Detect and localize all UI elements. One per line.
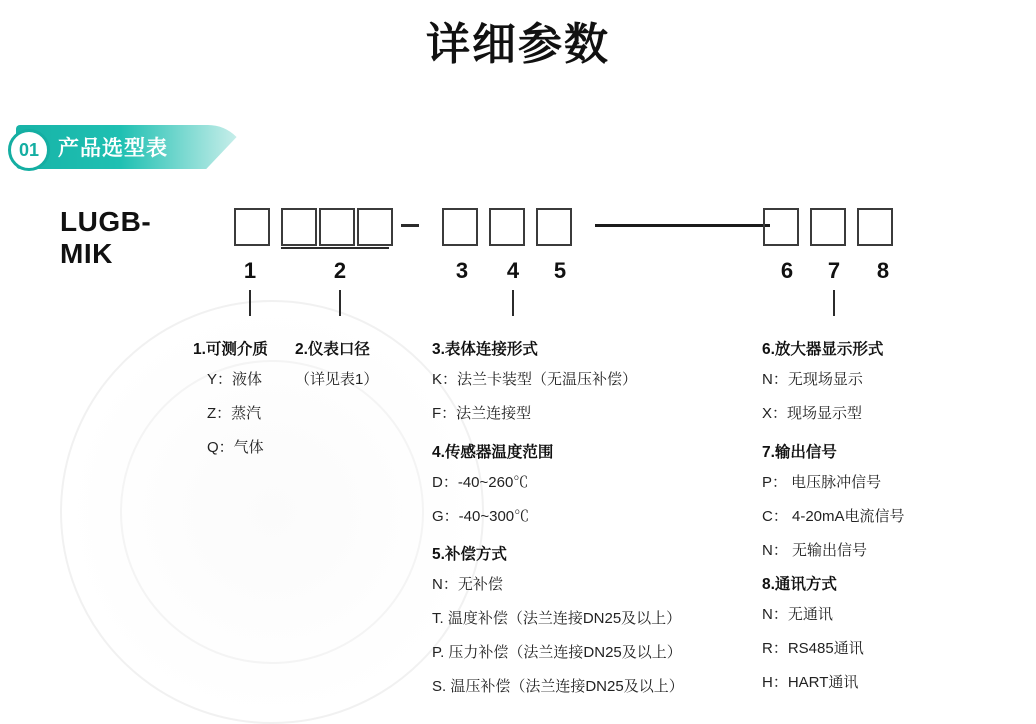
column-connection-item: F：法兰连接型 <box>432 405 532 422</box>
column-medium <box>193 337 268 470</box>
index-7: 7 <box>827 258 841 283</box>
code-box-2a <box>281 208 317 246</box>
code-box-4 <box>489 208 525 246</box>
column-comm-heading: 8.通讯方式 <box>762 576 837 593</box>
code-box-2c <box>357 208 393 246</box>
column-caliber <box>295 337 378 402</box>
column-amplifier <box>762 337 883 436</box>
model-prefix: LUGB-MIK <box>60 206 152 269</box>
code-box-3 <box>442 208 478 246</box>
section-label: 产品选型表 <box>58 137 168 160</box>
column-medium-item: Y：液体 <box>207 371 263 388</box>
code-box-8 <box>857 208 893 246</box>
leader-line-1 <box>249 290 251 316</box>
column-compensation-heading: 5.补偿方式 <box>432 546 507 563</box>
column-temp-range-item: G：-40~300℃ <box>432 508 530 525</box>
column-compensation-item: S. 温压补偿（法兰连接DN25及以上） <box>432 678 684 695</box>
index-4: 4 <box>506 258 520 283</box>
column-temp-range <box>432 440 553 539</box>
column-output-item: C： 4-20mA电流信号 <box>762 508 905 525</box>
page-title: 详细参数 <box>426 20 610 69</box>
code-box-1 <box>234 208 270 246</box>
column-caliber-heading: 2.仪表口径 <box>295 341 370 358</box>
code-box-5 <box>536 208 572 246</box>
column-temp-range-heading: 4.传感器温度范围 <box>432 444 554 461</box>
column-comm-item: N：无通讯 <box>762 606 833 623</box>
column-output <box>762 440 905 573</box>
column-caliber-item: （详见表1） <box>295 371 379 388</box>
section-number: 01 <box>8 129 50 171</box>
index-1: 1 <box>243 258 257 283</box>
column-compensation-item: N：无补偿 <box>432 576 503 593</box>
column-medium-item: Z：蒸汽 <box>207 405 262 422</box>
background-decoration-circle-inner <box>120 360 424 664</box>
leader-line-4 <box>512 290 514 316</box>
column-medium-heading: 1.可测介质 <box>193 341 268 358</box>
column-comm <box>762 572 864 705</box>
column-connection-heading: 3.表体连接形式 <box>432 341 538 358</box>
index-2: 2 <box>333 258 347 283</box>
column-comm-item: R：RS485通讯 <box>762 640 864 657</box>
index-6: 6 <box>780 258 794 283</box>
column-output-item: P： 电压脉冲信号 <box>762 474 882 491</box>
column-connection <box>432 337 637 436</box>
leader-line-2 <box>339 290 341 316</box>
index-3: 3 <box>455 258 469 283</box>
code-group-2-underline <box>281 247 389 249</box>
column-compensation-item: T. 温度补偿（法兰连接DN25及以上） <box>432 610 682 627</box>
code-connector-line <box>595 224 770 227</box>
column-amplifier-item: N：无现场显示 <box>762 371 863 388</box>
column-connection-item: K：法兰卡装型（无温压补偿） <box>432 371 638 388</box>
column-output-item: N： 无输出信号 <box>762 542 868 559</box>
column-compensation <box>432 542 684 709</box>
section-banner <box>8 125 258 169</box>
index-5: 5 <box>553 258 567 283</box>
code-box-7 <box>810 208 846 246</box>
code-dash <box>401 224 419 227</box>
index-8: 8 <box>876 258 890 283</box>
column-comm-item: H：HART通讯 <box>762 674 859 691</box>
code-box-2b <box>319 208 355 246</box>
column-medium-item: Q：气体 <box>207 439 264 456</box>
column-amplifier-heading: 6.放大器显示形式 <box>762 341 884 358</box>
column-compensation-item: P. 压力补偿（法兰连接DN25及以上） <box>432 644 682 661</box>
code-box-6 <box>763 208 799 246</box>
leader-line-7 <box>833 290 835 316</box>
column-temp-range-item: D：-40~260℃ <box>432 474 529 491</box>
column-amplifier-item: X：现场显示型 <box>762 405 863 422</box>
column-output-heading: 7.输出信号 <box>762 444 837 461</box>
